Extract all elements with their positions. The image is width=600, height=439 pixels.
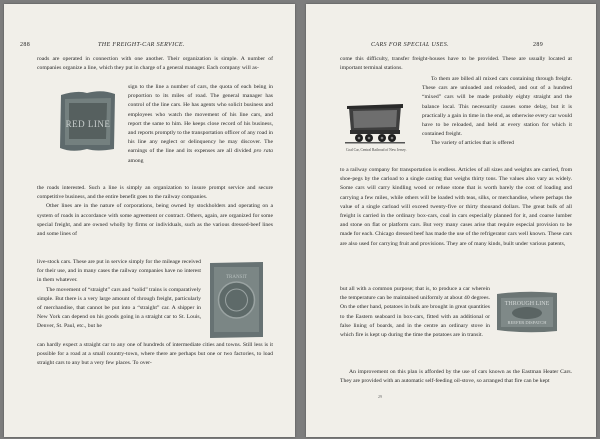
through-line-emblem-text: THROUGH LINE bbox=[504, 301, 550, 307]
left-para-1-top: roads are operated in connection with one another. Their organization is simple. A number of companies organize a line, which they put in charge of a general manager. Each company will as- bbox=[37, 56, 273, 72]
left-body-bottom bbox=[37, 341, 273, 369]
right-para-4: An improvement on this plan is afforded by the use of cars known as the Eastman Heater Cars. They are provided with an automatic self-feeding oil-stove, so arranged that fire can be kept bbox=[340, 369, 572, 385]
transit-emblem-figure bbox=[208, 260, 265, 340]
right-para-3-wrap: but all with a common purpose; that is, to produce a car wherein the temperature can be maintained uniformly at about 40 degrees. On the other hand, potatoes in bulk are brought in great quantities to the Eastern seaboard in box-cars, fitted with an additional or false lining of boards, and in the centre an ordinary stove in which fire is kept up during the time the potatoes are in transit. bbox=[340, 286, 490, 339]
signature-mark: 29 bbox=[378, 394, 382, 399]
right-body-top bbox=[340, 55, 572, 73]
right-para-3-indent: The variety of articles that is offered bbox=[431, 140, 514, 147]
left-body-mid bbox=[37, 184, 273, 239]
right-page bbox=[306, 4, 596, 437]
left-para-3-end: can hardly expect a straight car to any one of hundreds of intermediate cities and towns. Still less is it possible for a road at a small country-town, where there are perhaps but one or two factories, to load straight cars to any but a very few places. To over- bbox=[37, 342, 273, 367]
right-body-wrap-1 bbox=[422, 75, 572, 149]
coal-car-figure bbox=[343, 100, 407, 148]
reefer-dispatch-emblem-text: REEFER DISPATCH bbox=[507, 320, 547, 325]
right-para-2: To them are billed all mixed cars containing through freight. These cars are unloaded and reloaded, and out of a hundred “mixed” cars will be made probably eighty straight and the balance local. This necessarily causes some delay, but it is practically a gain in time in the end, as otherwise every car would have to be reloaded, and held at every station for which it contained freight. bbox=[422, 76, 572, 138]
left-body-top bbox=[37, 55, 273, 73]
pro-rata-italic: pro rata bbox=[253, 148, 273, 155]
left-para-1-wrap: sign to the line a number of cars, the quota of each being in proportion to its miles of road. The general manager has control of the line cars. He has agents who solicit business and employees who watch the movement of his line cars, and report the same to him. He keeps close record of his business, and reports promptly to the transportation officer of any road in his line any neglect or delinquency he may discover. The earnings of the line and its expenses are all divided bbox=[128, 84, 273, 155]
right-body-bottom bbox=[340, 368, 572, 386]
red-line-emblem-text: RED LINE bbox=[65, 119, 111, 129]
right-running-head: CARS FOR SPECIAL USES. bbox=[371, 42, 450, 48]
left-para-2: Other lines are in the nature of corporations, being owned by stockholders and operating on a system of roads in accordance with some agreement or contract. Others, again, are organized for some special freight, and are owned wholly by firms or individuals, such as the various dressed-beef lines and some lines of bbox=[37, 203, 273, 238]
left-running-head: THE FREIGHT-CAR SERVICE. bbox=[98, 42, 185, 48]
left-para-3-wrap: The movement of “straight” cars and “solid” trains is comparatively simple. But there is a very large amount of through freight, particularly of merchandise, that cannot be put into a “straight” car. A shipper in New York can depend on his goods going in a straight car to St. Louis, Denver, St. Paul, etc., but he bbox=[37, 286, 201, 330]
left-page-number: 288 bbox=[20, 42, 31, 48]
right-para-1: come this difficulty, transfer freight-houses have to be provided. These are usually located at important terminal stations. bbox=[340, 56, 572, 72]
right-body-mid bbox=[340, 166, 572, 249]
red-line-emblem-figure bbox=[57, 89, 118, 153]
left-body-wrap-2 bbox=[37, 258, 201, 332]
through-line-emblem-figure bbox=[494, 290, 560, 334]
right-page-number: 289 bbox=[533, 42, 544, 48]
left-body-wrap-1 bbox=[128, 83, 273, 166]
coal-car-caption: Coal Car, Central Railroad of New Jersey. bbox=[346, 148, 407, 152]
left-page bbox=[4, 4, 295, 437]
left-para-1-end: the roads interested. Such a line is simply an organization to insure prompt service and secure competitive business, and the entire benefit goes to the railway companies. bbox=[37, 185, 273, 201]
left-para-1-wrap-tail: among bbox=[128, 157, 144, 164]
right-body-wrap-2 bbox=[340, 285, 490, 340]
transit-emblem-text: TRANSIT bbox=[225, 275, 248, 280]
right-para-3: to a railway company for transportation is endless. Articles of all sizes and weights are carried, from shoe-pegs by the carload to a single casting that weighs thirty tons. The values also vary as widely. Some cars will carry kindling wood or refuse stone that is worth barely the cost of loading and carrying a few miles, while others will be loaded with teas, silks, or merchandise, where perhaps the value of a single carload will exceed twenty-five or thirty thousand dollars. The great bulk of all freight is carried in the ordinary box-cars, coal in cars especially planned for it, and coarse lumber and stone on flat or platform cars. But very many cases arise that require especial provision to be made for each. Chicago dressed beef has made the use of the refrigerator cars well known. These cars are also used for carrying fruit and provisions. They are of many kinds, built under various patents, bbox=[340, 167, 572, 247]
left-para-2-wrap: live-stock cars. These are put in service simply for the mileage received for their use, and in many cases the railway companies have no interest in them whatever. bbox=[37, 259, 201, 284]
